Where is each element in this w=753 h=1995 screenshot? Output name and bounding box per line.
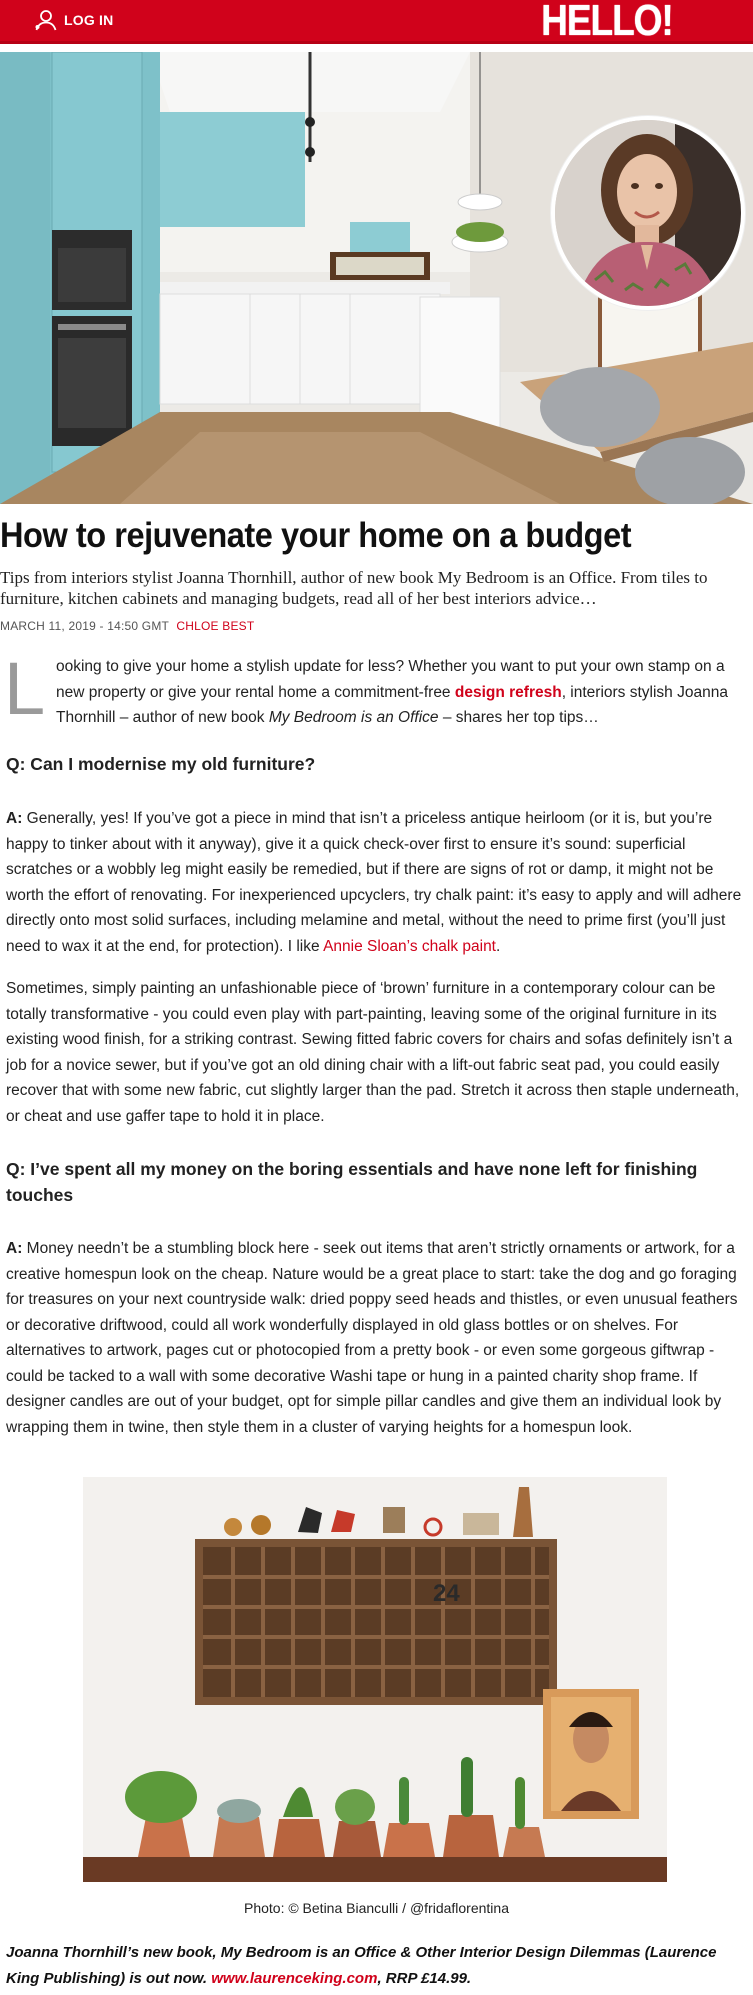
answer-label: A: [6, 1240, 23, 1257]
chalk-paint-link[interactable]: Annie Sloan’s chalk paint [323, 937, 496, 955]
article-headline: How to rejuvenate your home on a budget [0, 516, 632, 555]
login-button[interactable] [34, 8, 113, 32]
question-1: Q: Can I modernise my old furniture? [6, 754, 316, 774]
answer-1 [6, 806, 748, 959]
book-promo [6, 1940, 748, 1991]
answer-2 [6, 1236, 748, 1440]
top-bar [0, 0, 753, 44]
portrait-photo [555, 120, 741, 306]
article-intro [56, 654, 750, 731]
shelf-photo [83, 1477, 667, 1882]
design-refresh-link[interactable]: design refresh [454, 683, 562, 701]
answer-text: . [496, 937, 501, 955]
shelf-illustration [83, 1477, 667, 1882]
author-portrait [551, 116, 745, 310]
answer-label: A: [6, 810, 23, 827]
photo-caption: Photo: © Betina Bianculli / @fridaflorentina [243, 1900, 509, 1916]
promo-text: Joanna Thornhill’s new book, My Bedroom is an Office & Other Interior Design Dilemmas (Laurence King Publishing) is out now. [6, 1944, 717, 1987]
intro-text: , interiors stylish Joanna Thornhill – author of new book [56, 683, 728, 726]
user-icon [34, 8, 58, 32]
tray-numbers: 24 [433, 1580, 460, 1607]
question-2: Q: I’ve spent all my money on the boring essentials and have none left for finishing touches [6, 1159, 698, 1205]
intro-text: ooking to give your home a stylish update for less? Whether you want to put your own stamp on a new property or give your rental home a commitment-free [56, 658, 725, 701]
login-label: LOG IN [64, 12, 114, 28]
answer-text: Money needn’t be a stumbling block here - seek out items that aren’t strictly ornaments or artwork, for a creative homespun look on the cheap. Nature would be a great place to start: take the dog and go foraging for treasures on your next countryside walk: dried poppy seed heads and thistles, or even unusual feathers or decorative driftwood, could all work wonderfully displayed in old glass bottles or on shelves. For alternatives to artwork, pages cut or photocopied from a pretty book - or even some gorgeous giftwrap - could be tacked to a wall with some decorative Washi tape or hung in a painted charity shop frame. If designer candles are out of your budget, opt for simple pillar candles and give them an individual look by wrapping them in twine, then style them in a cluster of varying heights for a homespun look. [6, 1240, 738, 1436]
hero-image [0, 52, 753, 504]
paragraph-2: Sometimes, simply painting an unfashionable piece of ‘brown’ furniture in a contemporary colour can be totally transformative - you could even play with part-painting, leaving some of the original furniture in its existing wood finish, for a striking contrast. Sewing fitted fabric covers for chairs and sofas definitely isn’t a job for a novice sewer, but if you’ve got an old dining chair with a lift-out fabric seat pad, you could easily recover that with some new fabric, cut slightly larger than the pad. Stretch it across then staple underneath, or cheat and use gaffer tape to hold it in place. [6, 980, 740, 1125]
drop-cap: L [4, 647, 46, 730]
author-link[interactable]: CHLOE BEST [176, 619, 255, 633]
intro-text: – shares her top tips… [438, 709, 599, 726]
publish-date: MARCH 11, 2019 - 14:50 GMT [0, 619, 169, 633]
article-standfirst: Tips from interiors stylist Joanna Thornhill, author of new book My Bedroom is an Office. From tiles to furniture, kitchen cabinets and managing budgets, read all of her best interiors advice… [0, 568, 708, 608]
article-meta [0, 619, 254, 633]
hello-logo[interactable]: HELLO! [541, 0, 673, 45]
promo-price: , RRP £14.99. [377, 1969, 472, 1987]
intro-book-title: My Bedroom is an Office [268, 709, 439, 726]
publisher-link[interactable]: www.laurenceking.com [211, 1969, 378, 1987]
answer-text: Generally, yes! If you’ve got a piece in mind that isn’t a priceless antique heirloom (or it is, but you’re happy to tinker about with it anyway), give it a quick check-over first to ensure it’s sound: superficial scratches or a wobbly leg might easily be remedied, but if there are signs of rot or damp, it might not be worth the effort of renovating. For inexperienced upcyclers, try chalk paint: it’s easy to apply and will adhere directly onto most solid surfaces, including melamine and metal, without the need to prime first (you’ll just need to wax it at the end, for protection). I like [6, 810, 742, 955]
